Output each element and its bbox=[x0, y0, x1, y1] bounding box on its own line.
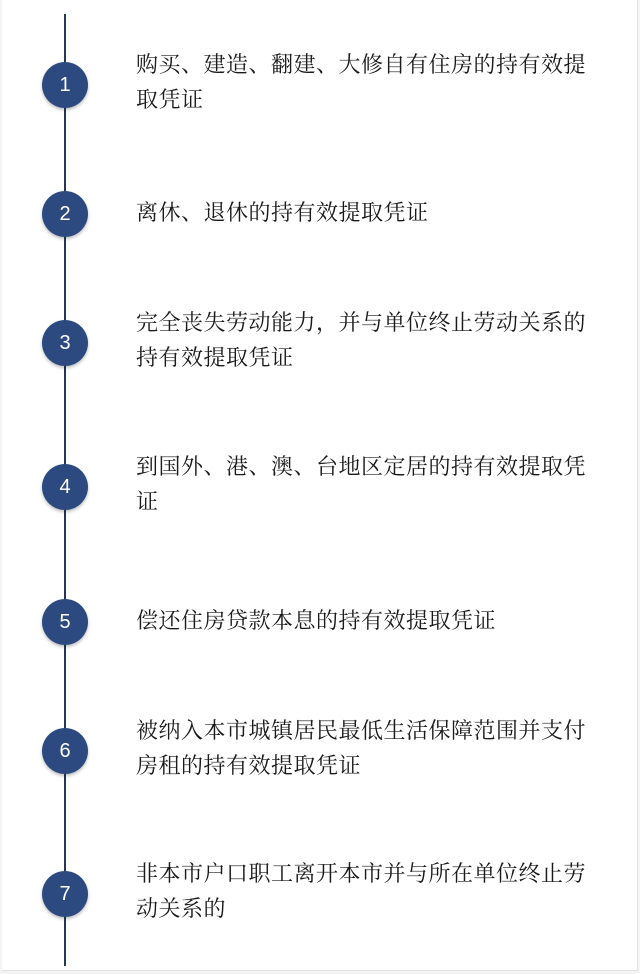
step-description: 被纳入本市城镇居民最低生活保障范围并支付房租的持有效提取凭证 bbox=[136, 719, 587, 779]
step-description: 偿还住房贷款本息的持有效提取凭证 bbox=[136, 609, 497, 634]
step-description: 离休、退休的持有效提取凭证 bbox=[136, 201, 429, 226]
timeline-panel bbox=[2, 0, 638, 971]
step-number-badge: 7 bbox=[42, 871, 88, 917]
step-number-badge: 2 bbox=[42, 191, 88, 237]
step-description: 非本市户口职工离开本市并与所在单位终止劳动关系的 bbox=[136, 862, 587, 922]
step-number-badge: 5 bbox=[42, 599, 88, 645]
step-number-badge: 6 bbox=[42, 728, 88, 774]
step-description: 到国外、港、澳、台地区定居的持有效提取凭证 bbox=[136, 455, 587, 515]
step-number-badge: 1 bbox=[42, 62, 88, 108]
step-number-badge: 3 bbox=[42, 320, 88, 366]
step-description: 购买、建造、翻建、大修自有住房的持有效提取凭证 bbox=[136, 53, 587, 113]
step-number-badge: 4 bbox=[42, 464, 88, 510]
step-description: 完全丧失劳动能力，并与单位终止劳动关系的持有效提取凭证 bbox=[136, 311, 587, 371]
